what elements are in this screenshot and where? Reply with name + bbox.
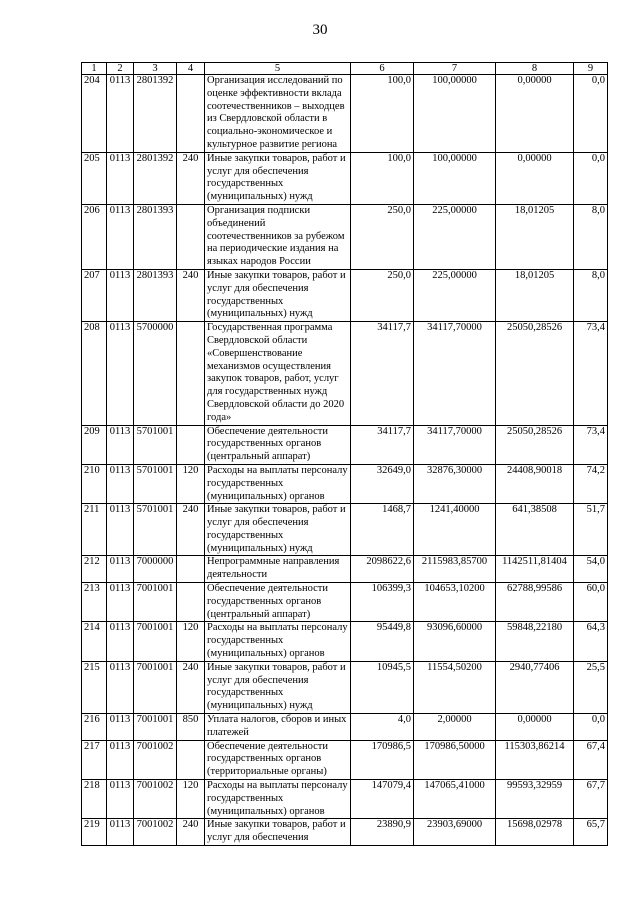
expense-name-cell: Обеспечение деятельности государственных органов (центральный аппарат): [205, 425, 351, 464]
execution-percent-cell: 73,4: [574, 425, 608, 464]
refined-amount-cell: 104653,10200: [414, 583, 496, 622]
section-code-cell: 0113: [107, 583, 134, 622]
expense-name-cell: Иные закупки товаров, работ и услуг для обеспечения: [205, 819, 351, 846]
table-row: [82, 425, 608, 464]
row-number-cell: 204: [82, 75, 107, 153]
target-article-code-cell: 5700000: [134, 322, 177, 425]
table-row: [82, 464, 608, 503]
table-row: [82, 661, 608, 713]
table-row: [82, 75, 608, 153]
approved-amount-cell: 106399,3: [351, 583, 414, 622]
section-code-cell: 0113: [107, 504, 134, 556]
section-code-cell: 0113: [107, 464, 134, 503]
execution-percent-cell: 0,0: [574, 75, 608, 153]
expense-name-cell: Обеспечение деятельности государственных органов (центральный аппарат): [205, 583, 351, 622]
target-article-code-cell: 2801393: [134, 269, 177, 321]
refined-amount-cell: 23903,69000: [414, 819, 496, 846]
table-row: [82, 622, 608, 661]
expense-type-code-cell: 240: [177, 661, 205, 713]
row-number-cell: 215: [82, 661, 107, 713]
expense-name-cell: Организация исследований по оценке эффективности вклада соотечественников – выходцев из Свердловской области в социально-экономическое и культурное развитие региона: [205, 75, 351, 153]
table-row: [82, 504, 608, 556]
expense-type-code-cell: 120: [177, 464, 205, 503]
expense-name-cell: Иные закупки товаров, работ и услуг для обеспечения государственных (муниципальных) нужд: [205, 152, 351, 204]
expense-name-cell: Расходы на выплаты персоналу государственных (муниципальных) органов: [205, 780, 351, 819]
expense-name-cell: Уплата налогов, сборов и иных платежей: [205, 714, 351, 741]
expense-name-cell: Иные закупки товаров, работ и услуг для обеспечения государственных (муниципальных) нужд: [205, 269, 351, 321]
row-number-cell: 207: [82, 269, 107, 321]
approved-amount-cell: 100,0: [351, 75, 414, 153]
refined-amount-cell: 93096,60000: [414, 622, 496, 661]
expense-name-cell: Организация подписки объединений соотечественников за рубежом на периодические издания на языках народов России: [205, 204, 351, 269]
row-number-cell: 211: [82, 504, 107, 556]
refined-amount-cell: 2115983,85700: [414, 556, 496, 583]
table-body: [82, 75, 608, 846]
column-header-3: 3: [134, 63, 177, 75]
table-row: [82, 740, 608, 779]
executed-amount-cell: 59848,22180: [496, 622, 574, 661]
executed-amount-cell: 2940,77406: [496, 661, 574, 713]
executed-amount-cell: 1142511,81404: [496, 556, 574, 583]
section-code-cell: 0113: [107, 425, 134, 464]
refined-amount-cell: 100,00000: [414, 75, 496, 153]
execution-percent-cell: 8,0: [574, 269, 608, 321]
target-article-code-cell: 7001001: [134, 714, 177, 741]
column-header-9: 9: [574, 63, 608, 75]
section-code-cell: 0113: [107, 622, 134, 661]
expense-name-cell: Обеспечение деятельности государственных органов (территориальные органы): [205, 740, 351, 779]
execution-percent-cell: 65,7: [574, 819, 608, 846]
refined-amount-cell: 170986,50000: [414, 740, 496, 779]
row-number-cell: 216: [82, 714, 107, 741]
execution-percent-cell: 74,2: [574, 464, 608, 503]
column-header-1: 1: [82, 63, 107, 75]
expense-name-cell: Расходы на выплаты персоналу государственных (муниципальных) органов: [205, 622, 351, 661]
expense-name-cell: Непрограммные направления деятельности: [205, 556, 351, 583]
target-article-code-cell: 7001002: [134, 819, 177, 846]
row-number-cell: 206: [82, 204, 107, 269]
expense-type-code-cell: 120: [177, 780, 205, 819]
section-code-cell: 0113: [107, 204, 134, 269]
approved-amount-cell: 34117,7: [351, 322, 414, 425]
execution-percent-cell: 0,0: [574, 152, 608, 204]
section-code-cell: 0113: [107, 269, 134, 321]
executed-amount-cell: 0,00000: [496, 714, 574, 741]
approved-amount-cell: 10945,5: [351, 661, 414, 713]
header-row: [82, 63, 608, 75]
target-article-code-cell: 7001001: [134, 583, 177, 622]
execution-percent-cell: 54,0: [574, 556, 608, 583]
target-article-code-cell: 2801393: [134, 204, 177, 269]
section-code-cell: 0113: [107, 819, 134, 846]
budget-table: [81, 62, 608, 846]
table-row: [82, 780, 608, 819]
expense-type-code-cell: [177, 75, 205, 153]
approved-amount-cell: 4,0: [351, 714, 414, 741]
target-article-code-cell: 5701001: [134, 504, 177, 556]
executed-amount-cell: 0,00000: [496, 152, 574, 204]
table-row: [82, 322, 608, 425]
executed-amount-cell: 115303,86214: [496, 740, 574, 779]
target-article-code-cell: 7001001: [134, 622, 177, 661]
executed-amount-cell: 25050,28526: [496, 425, 574, 464]
row-number-cell: 213: [82, 583, 107, 622]
row-number-cell: 218: [82, 780, 107, 819]
execution-percent-cell: 67,4: [574, 740, 608, 779]
refined-amount-cell: 1241,40000: [414, 504, 496, 556]
column-header-7: 7: [414, 63, 496, 75]
section-code-cell: 0113: [107, 75, 134, 153]
table-row: [82, 583, 608, 622]
row-number-cell: 217: [82, 740, 107, 779]
table-row: [82, 152, 608, 204]
expense-type-code-cell: [177, 425, 205, 464]
approved-amount-cell: 32649,0: [351, 464, 414, 503]
execution-percent-cell: 64,3: [574, 622, 608, 661]
column-header-4: 4: [177, 63, 205, 75]
executed-amount-cell: 62788,99586: [496, 583, 574, 622]
table-row: [82, 714, 608, 741]
executed-amount-cell: 641,38508: [496, 504, 574, 556]
refined-amount-cell: 34117,70000: [414, 425, 496, 464]
row-number-cell: 210: [82, 464, 107, 503]
execution-percent-cell: 8,0: [574, 204, 608, 269]
execution-percent-cell: 67,7: [574, 780, 608, 819]
column-header-6: 6: [351, 63, 414, 75]
approved-amount-cell: 23890,9: [351, 819, 414, 846]
page-number: 30: [312, 22, 328, 38]
column-header-5: 5: [205, 63, 351, 75]
expense-type-code-cell: 240: [177, 152, 205, 204]
approved-amount-cell: 2098622,6: [351, 556, 414, 583]
execution-percent-cell: 25,5: [574, 661, 608, 713]
executed-amount-cell: 99593,32959: [496, 780, 574, 819]
executed-amount-cell: 15698,02978: [496, 819, 574, 846]
section-code-cell: 0113: [107, 661, 134, 713]
expense-type-code-cell: [177, 322, 205, 425]
refined-amount-cell: 34117,70000: [414, 322, 496, 425]
executed-amount-cell: 18,01205: [496, 204, 574, 269]
expense-type-code-cell: [177, 583, 205, 622]
expense-name-cell: Иные закупки товаров, работ и услуг для обеспечения государственных (муниципальных) нужд: [205, 504, 351, 556]
execution-percent-cell: 60,0: [574, 583, 608, 622]
target-article-code-cell: 7000000: [134, 556, 177, 583]
table-row: [82, 556, 608, 583]
execution-percent-cell: 73,4: [574, 322, 608, 425]
approved-amount-cell: 250,0: [351, 204, 414, 269]
expense-type-code-cell: 240: [177, 504, 205, 556]
expense-type-code-cell: 240: [177, 819, 205, 846]
approved-amount-cell: 95449,8: [351, 622, 414, 661]
expense-type-code-cell: 240: [177, 269, 205, 321]
expense-name-cell: Расходы на выплаты персоналу государственных (муниципальных) органов: [205, 464, 351, 503]
row-number-cell: 214: [82, 622, 107, 661]
expense-type-code-cell: [177, 740, 205, 779]
section-code-cell: 0113: [107, 740, 134, 779]
executed-amount-cell: 25050,28526: [496, 322, 574, 425]
expense-type-code-cell: [177, 556, 205, 583]
section-code-cell: 0113: [107, 714, 134, 741]
column-header-2: 2: [107, 63, 134, 75]
target-article-code-cell: 5701001: [134, 464, 177, 503]
approved-amount-cell: 1468,7: [351, 504, 414, 556]
section-code-cell: 0113: [107, 556, 134, 583]
execution-percent-cell: 0,0: [574, 714, 608, 741]
refined-amount-cell: 225,00000: [414, 269, 496, 321]
section-code-cell: 0113: [107, 780, 134, 819]
table-row: [82, 819, 608, 846]
target-article-code-cell: 7001002: [134, 780, 177, 819]
expense-type-code-cell: 120: [177, 622, 205, 661]
approved-amount-cell: 100,0: [351, 152, 414, 204]
expense-type-code-cell: [177, 204, 205, 269]
executed-amount-cell: 18,01205: [496, 269, 574, 321]
expense-name-cell: Государственная программа Свердловской области «Совершенствование механизмов осуществления закупок товаров, работ, услуг для государственных нужд Свердловской области до 2020 года»: [205, 322, 351, 425]
refined-amount-cell: 225,00000: [414, 204, 496, 269]
refined-amount-cell: 32876,30000: [414, 464, 496, 503]
executed-amount-cell: 24408,90018: [496, 464, 574, 503]
refined-amount-cell: 11554,50200: [414, 661, 496, 713]
column-header-8: 8: [496, 63, 574, 75]
table-row: [82, 269, 608, 321]
approved-amount-cell: 170986,5: [351, 740, 414, 779]
row-number-cell: 212: [82, 556, 107, 583]
section-code-cell: 0113: [107, 322, 134, 425]
approved-amount-cell: 34117,7: [351, 425, 414, 464]
section-code-cell: 0113: [107, 152, 134, 204]
expense-type-code-cell: 850: [177, 714, 205, 741]
executed-amount-cell: 0,00000: [496, 75, 574, 153]
refined-amount-cell: 147065,41000: [414, 780, 496, 819]
table-row: [82, 204, 608, 269]
approved-amount-cell: 250,0: [351, 269, 414, 321]
target-article-code-cell: 5701001: [134, 425, 177, 464]
target-article-code-cell: 2801392: [134, 152, 177, 204]
target-article-code-cell: 2801392: [134, 75, 177, 153]
row-number-cell: 205: [82, 152, 107, 204]
refined-amount-cell: 2,00000: [414, 714, 496, 741]
approved-amount-cell: 147079,4: [351, 780, 414, 819]
execution-percent-cell: 51,7: [574, 504, 608, 556]
expense-name-cell: Иные закупки товаров, работ и услуг для обеспечения государственных (муниципальных) нужд: [205, 661, 351, 713]
target-article-code-cell: 7001002: [134, 740, 177, 779]
row-number-cell: 219: [82, 819, 107, 846]
target-article-code-cell: 7001001: [134, 661, 177, 713]
refined-amount-cell: 100,00000: [414, 152, 496, 204]
row-number-cell: 209: [82, 425, 107, 464]
row-number-cell: 208: [82, 322, 107, 425]
